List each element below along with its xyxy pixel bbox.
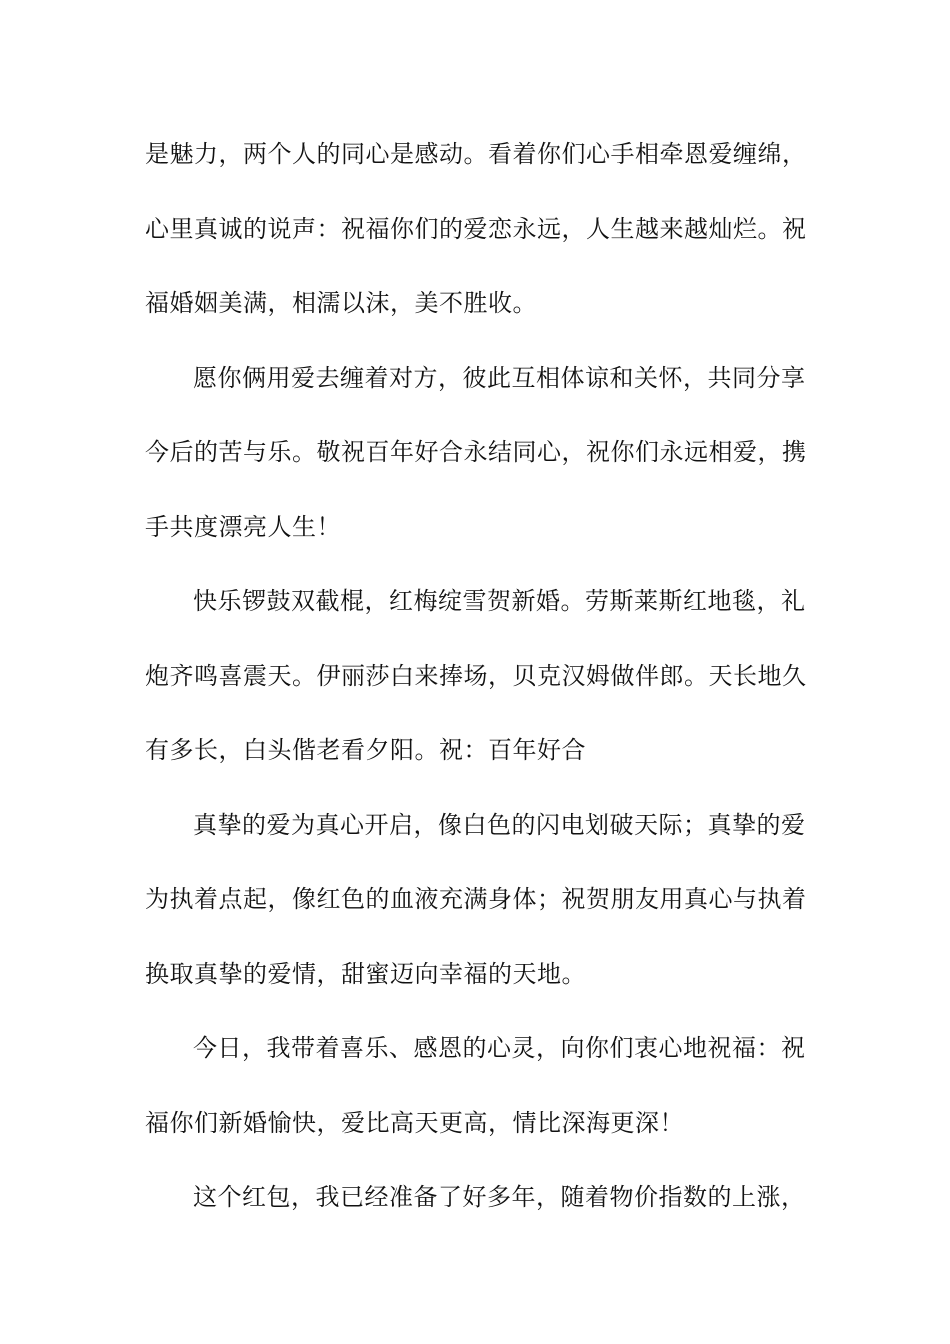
paragraph-3 (145, 577, 807, 801)
paragraph-1 (145, 130, 807, 354)
document-body (145, 130, 807, 1248)
paragraph-4 (145, 801, 807, 1025)
text-line: 炮齐鸣喜震天。伊丽莎白来捧场，贝克汉姆做伴郎。天长地久 (145, 661, 807, 690)
text-line: 愿你俩用爱去缠着对方，彼此互相体谅和关怀，共同分享 (193, 363, 806, 392)
paragraph-5 (145, 1024, 807, 1173)
text-line: 今日，我带着喜乐、感恩的心灵，向你们衷心地祝福：祝 (193, 1034, 806, 1062)
text-line: 心里真诚的说声：祝福你们的爱恋永远，人生越来越灿烂。祝 (145, 214, 807, 243)
text-line: 是魅力，两个人的同心是感动。看着你们心手相牵恩爱缠绵， (145, 140, 807, 168)
text-line: 这个红包，我已经准备了好多年，随着物价指数的上涨， (193, 1183, 806, 1211)
text-line: 手共度漂亮人生！ (145, 512, 341, 541)
paragraph-6 (145, 1173, 807, 1248)
paragraph-2 (145, 354, 807, 578)
text-line: 真挚的爱为真心开启，像白色的闪电划破天际；真挚的爱 (193, 810, 806, 839)
text-line: 今后的苦与乐。敬祝百年好合永结同心，祝你们永远相爱，携 (145, 438, 807, 466)
text-line: 换取真挚的爱情，甜蜜迈向幸福的天地。 (145, 959, 586, 988)
text-line: 有多长，白头偕老看夕阳。祝：百年好合 (145, 736, 586, 764)
text-line: 快乐锣鼓双截棍，红梅绽雪贺新婚。劳斯莱斯红地毯，礼 (193, 587, 806, 615)
text-line: 福你们新婚愉快，爱比高天更高，情比深海更深！ (145, 1108, 684, 1137)
text-line: 为执着点起，像红色的血液充满身体；祝贺朋友用真心与执着 (145, 885, 807, 913)
text-line: 福婚姻美满，相濡以沫，美不胜收。 (145, 289, 537, 317)
